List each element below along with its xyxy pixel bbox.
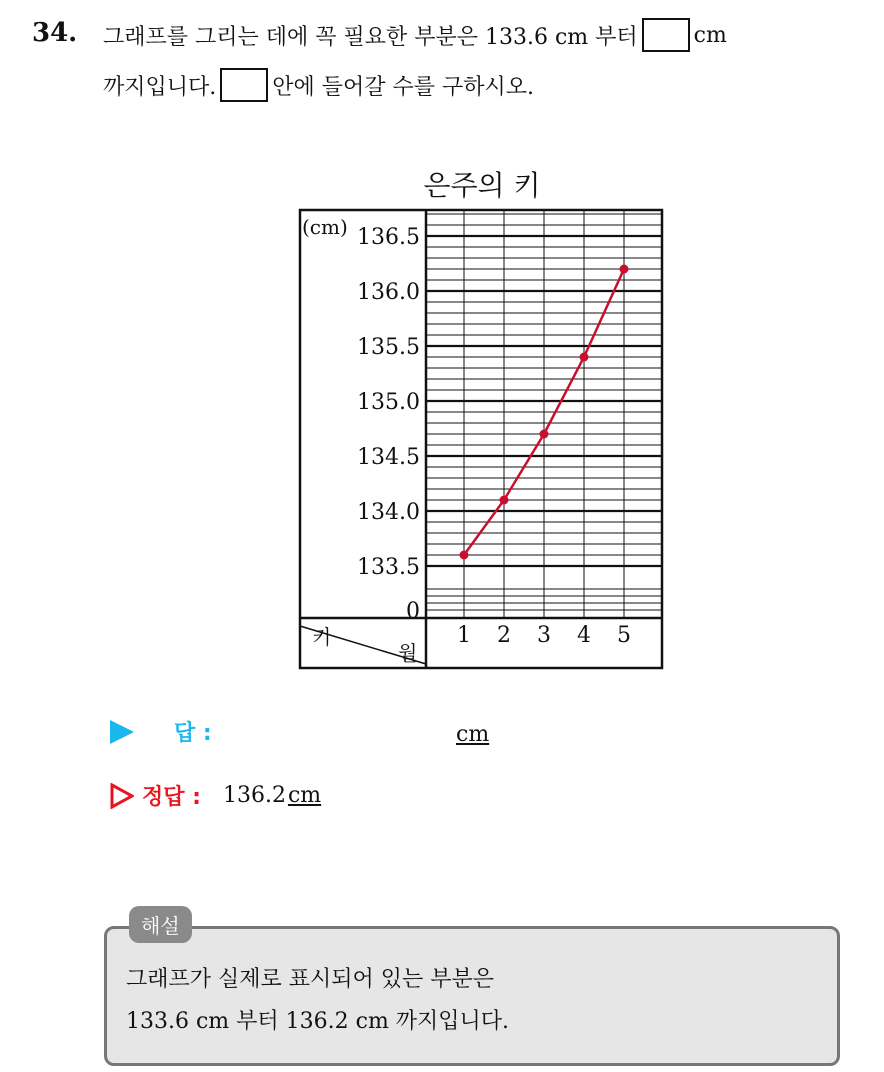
x-tick-label: 4 xyxy=(577,623,591,648)
correct-answer-label: 정답 : xyxy=(142,785,201,810)
y-tick-label: 136.0 xyxy=(357,280,420,305)
question-line-1 xyxy=(103,18,727,52)
correct-answer-value: 136.2 xyxy=(222,783,286,808)
answer-row xyxy=(110,716,212,747)
y-unit-label: (cm) xyxy=(302,215,348,239)
x-tick-label: 1 xyxy=(457,623,471,648)
answer-unit: cm xyxy=(456,722,490,747)
y-tick-label: 133.5 xyxy=(357,555,420,580)
y-tick-label: 136.5 xyxy=(357,225,420,250)
answer-label: 답 : xyxy=(174,721,212,746)
question-line-2 xyxy=(103,68,534,102)
correct-answer-unit: cm xyxy=(287,783,322,808)
y-header-label: 키 xyxy=(312,625,332,649)
data-point xyxy=(460,551,469,560)
y-tick-label: 0 xyxy=(406,599,420,624)
chart-border xyxy=(300,210,662,668)
answer-blank-box-ref xyxy=(220,68,268,102)
x-tick-label: 5 xyxy=(617,623,631,648)
data-point xyxy=(580,353,589,362)
data-point xyxy=(500,496,509,505)
explanation-tag: 해설 xyxy=(129,906,192,943)
x-tick-label: 2 xyxy=(497,623,511,648)
question-text-2a: 까지입니다. xyxy=(103,74,217,100)
question-text-1b: cm xyxy=(693,22,727,48)
x-header-label: 월 xyxy=(398,641,418,665)
chart-title: 은주의 키 xyxy=(423,169,541,202)
correct-answer-row xyxy=(110,780,321,811)
outline-triangle-icon xyxy=(110,783,134,809)
line-chart xyxy=(298,208,666,672)
chart-frame xyxy=(300,210,662,668)
question-text-2b: 안에 들어갈 수를 구하시오. xyxy=(272,74,535,100)
question-text-1a: 그래프를 그리는 데에 꼭 필요한 부분은 133.6 cm 부터 xyxy=(103,24,638,50)
explanation-line-2: 133.6 cm 부터 136.2 cm 까지입니다. xyxy=(126,1009,510,1034)
answer-blank-box xyxy=(642,18,690,52)
data-point xyxy=(540,430,549,439)
y-tick-label: 135.5 xyxy=(357,335,420,360)
play-triangle-icon xyxy=(110,720,134,744)
data-point xyxy=(620,265,629,274)
chart-labels xyxy=(302,215,631,665)
explanation-line-1: 그래프가 실제로 표시되어 있는 부분은 xyxy=(126,967,495,992)
y-tick-label: 135.0 xyxy=(357,390,420,415)
question-number: 34. xyxy=(32,18,78,48)
x-tick-label: 3 xyxy=(537,623,551,648)
y-tick-label: 134.0 xyxy=(357,500,420,525)
explanation-box xyxy=(104,926,840,1066)
y-tick-label: 134.5 xyxy=(357,445,420,470)
